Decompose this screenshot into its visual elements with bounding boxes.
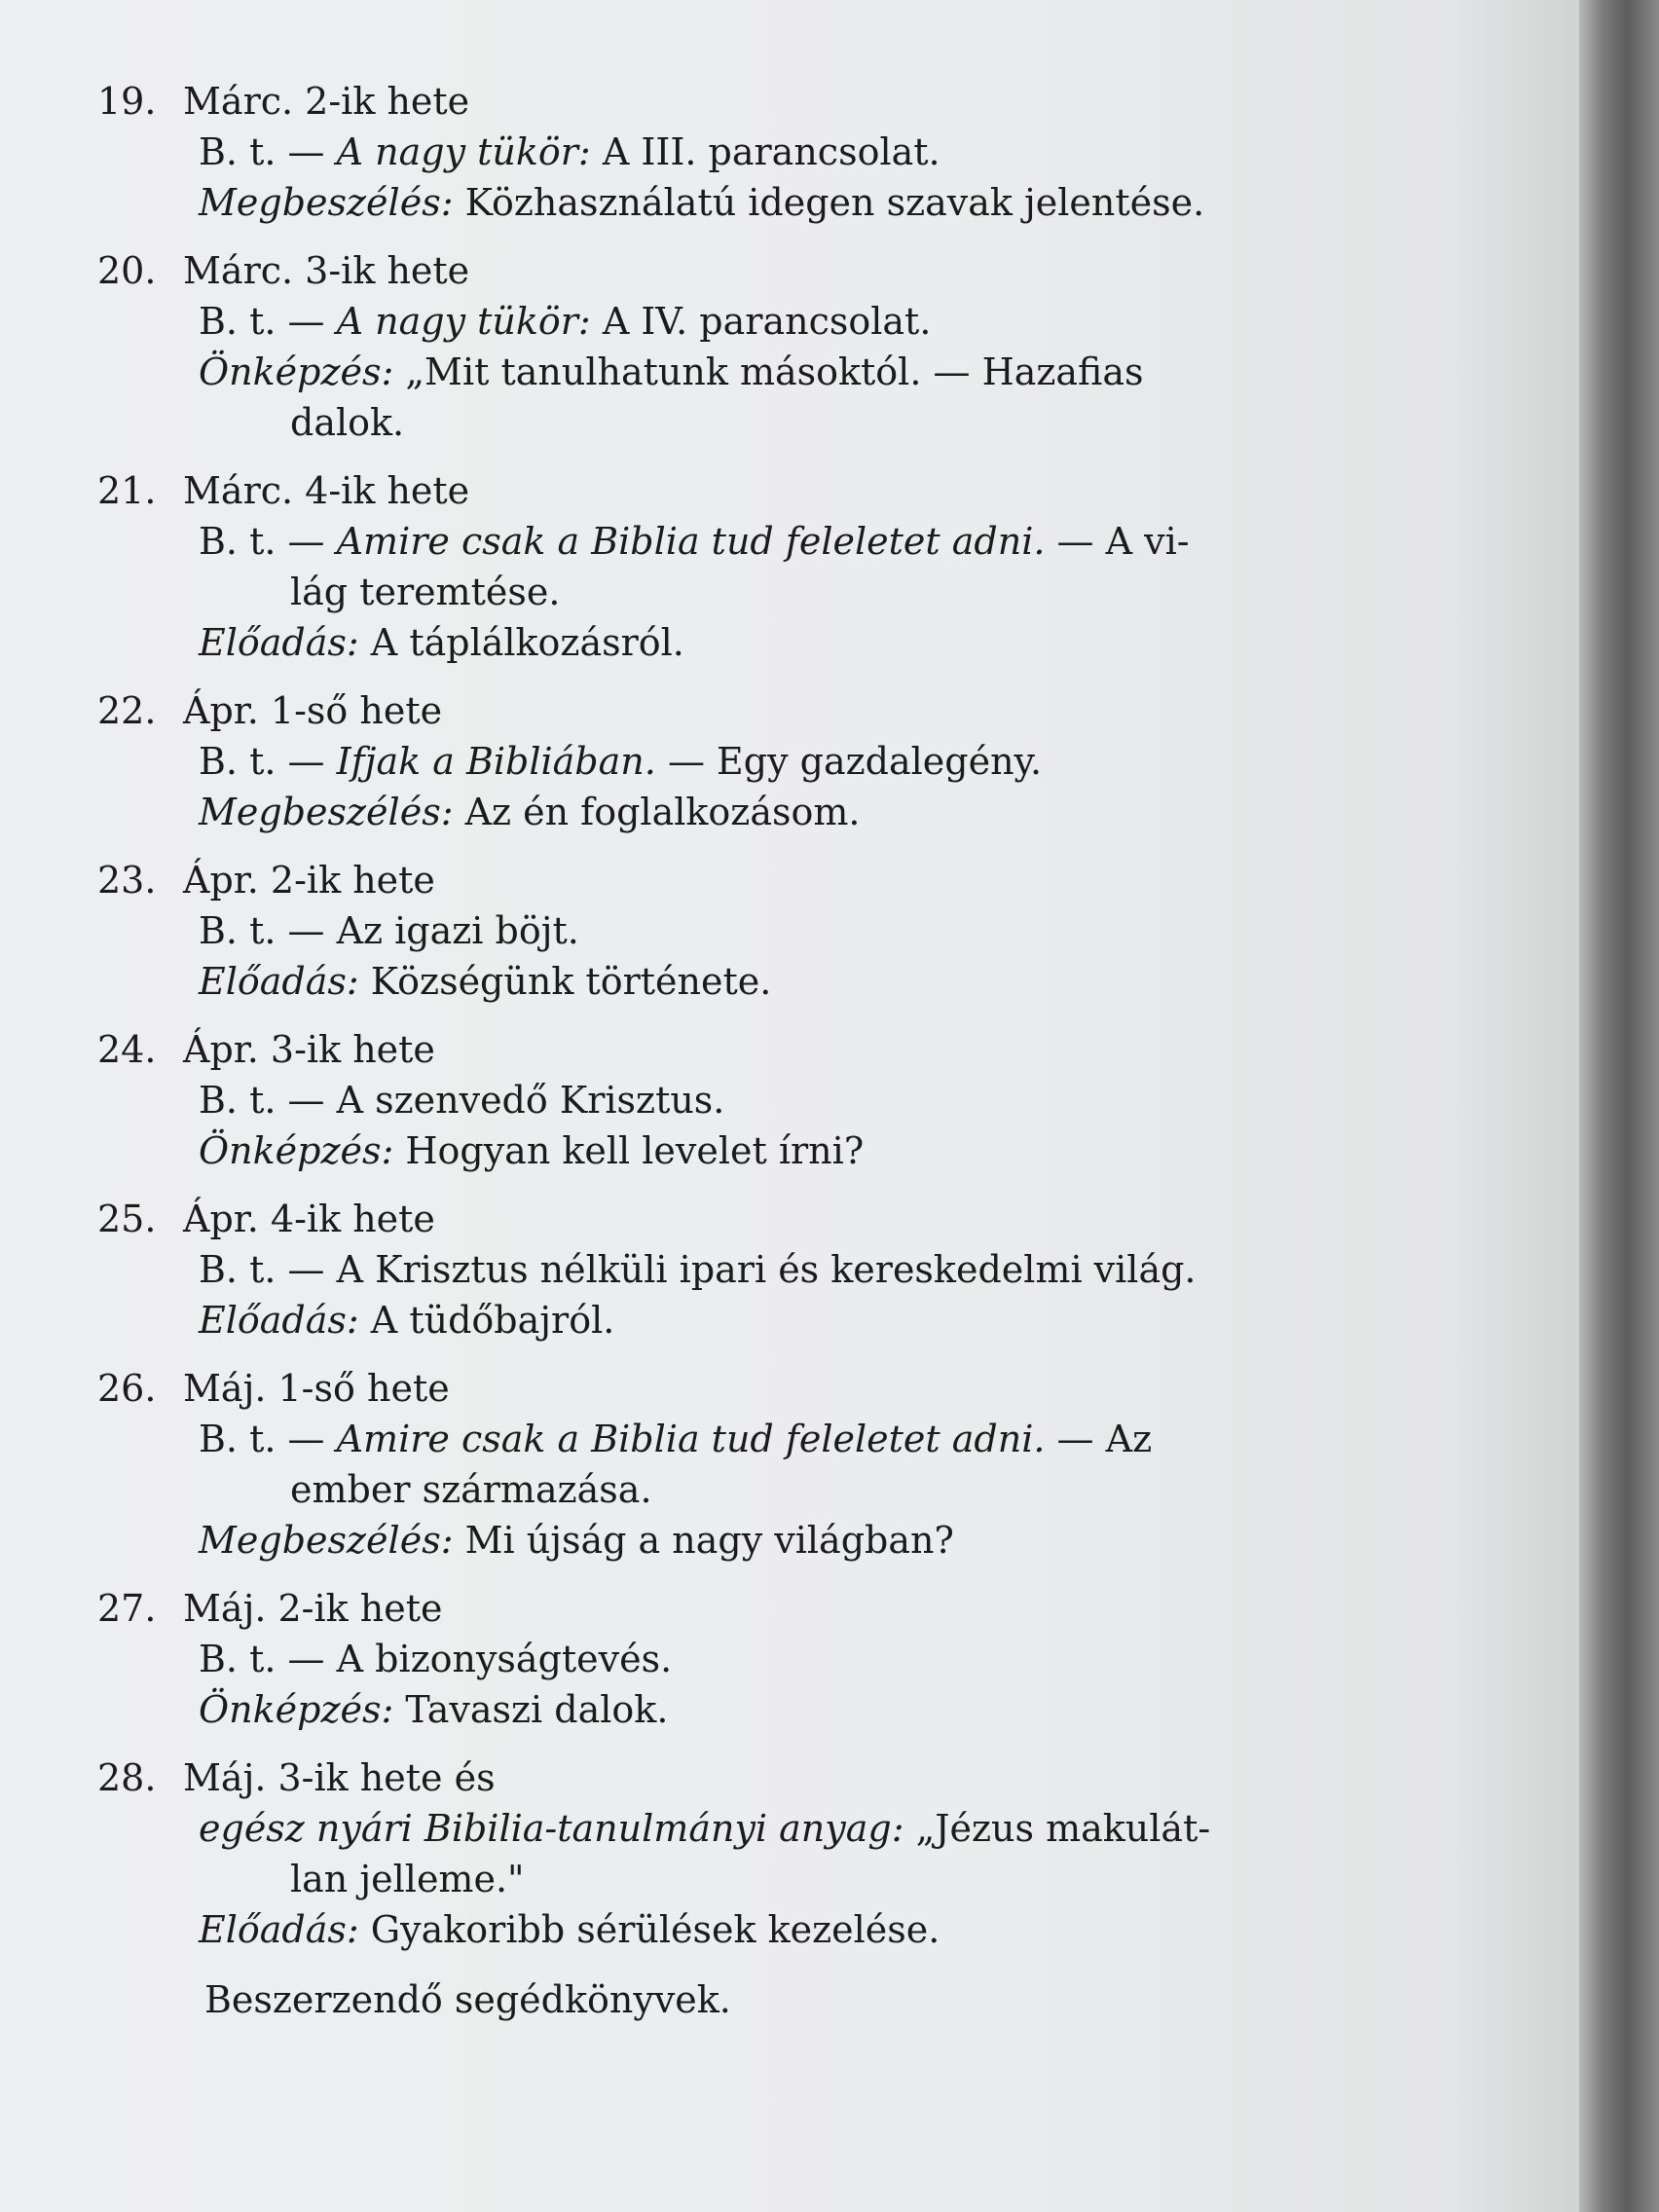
activity-type: Önképzés: [199,1688,394,1731]
bible-study-topic-cont: lág teremtése. [290,571,561,613]
activity-topic: Tavaszi dalok. [393,1688,669,1731]
entry-number: 27. [97,1587,157,1630]
entry-number: 22. [97,689,157,732]
entry-number: 19. [97,80,157,123]
entry-week: Ápr. 1-ső hete [183,689,443,732]
activity-topic: Hogyan kell levelet írni? [393,1129,865,1172]
weekly-program-list [97,76,1344,2025]
book-spine [1579,0,1659,2212]
activity-topic: A táplálkozásról. [358,621,684,664]
summer-study-topic-cont: lan jelleme." [290,1858,525,1900]
bible-study-topic: A IV. parancsolat. [590,300,932,343]
bible-study-topic: B. t. — A szenvedő Krisztus. [199,1079,725,1122]
entry-week: Márc. 2-ik hete [183,80,470,123]
bible-study-topic: — Az [1045,1418,1153,1460]
bible-study-series: Amire csak a Biblia tud feleletet adni. [336,1418,1046,1460]
program-entry-25 [97,1194,1344,1346]
entry-number: 25. [97,1198,157,1240]
program-entry-26 [97,1363,1344,1566]
activity-type: Előadás: [199,621,359,664]
activity-type: Előadás: [199,1299,359,1342]
activity-topic: „Mit tanulhatunk másoktól. — Hazafias [393,350,1144,393]
entry-week: Máj. 1-ső hete [183,1367,450,1410]
program-entry-19 [97,76,1344,228]
bible-study-topic: B. t. — A bizonyságtevés. [199,1638,673,1680]
entry-week: Márc. 4-ik hete [183,469,470,512]
bible-study-topic: B. t. — Az igazi böjt. [199,909,579,952]
bible-study-prefix: B. t. — [199,300,337,343]
activity-type: Előadás: [199,960,359,1003]
entry-week: Márc. 3-ik hete [183,249,470,292]
entry-number: 23. [97,859,157,902]
program-entry-27 [97,1583,1344,1735]
program-entry-24 [97,1024,1344,1176]
entry-week: Ápr. 4-ik hete [183,1198,435,1240]
bible-study-topic: — Egy gazdalegény. [655,740,1043,783]
activity-topic: Községünk története. [358,960,772,1003]
activity-type: Önképzés: [199,350,394,393]
section-footer: Beszerzendő segédkönyvek. [204,1978,731,2021]
bible-study-topic: A III. parancsolat. [590,130,940,173]
entry-week: Ápr. 2-ik hete [183,859,435,902]
activity-topic-cont: dalok. [290,401,405,444]
activity-type: Megbeszélés: [199,1519,454,1562]
entry-number: 21. [97,469,157,512]
entry-week: Máj. 2-ik hete [183,1587,443,1630]
activity-topic: Mi újság a nagy világban? [453,1519,954,1562]
program-entry-20 [97,245,1344,448]
activity-type: Megbeszélés: [199,791,454,833]
entry-number: 20. [97,249,157,292]
bible-study-prefix: B. t. — [199,130,337,173]
bible-study-series: A nagy tükör: [336,130,591,173]
entry-week: Máj. 3-ik hete és [183,1756,496,1799]
program-entry-28 [97,1752,1344,1955]
summer-study-topic: „Jézus makulát- [903,1807,1211,1850]
bible-study-series: A nagy tükör: [336,300,591,343]
activity-type: Megbeszélés: [199,181,454,224]
bible-study-topic-cont: ember származása. [290,1468,652,1511]
entry-number: 26. [97,1367,157,1410]
summer-study-label: egész nyári Bibilia-tanulmányi anyag: [199,1807,904,1850]
activity-type: Előadás: [199,1908,359,1951]
bible-study-topic: B. t. — A Krisztus nélküli ipari és kereskedelmi világ. [199,1248,1197,1291]
program-entry-22 [97,685,1344,837]
activity-topic: Közhasználatú idegen szavak jelentése. [453,181,1205,224]
bible-study-prefix: B. t. — [199,520,337,563]
entry-number: 28. [97,1756,157,1799]
program-entry-23 [97,855,1344,1007]
bible-study-topic: — A vi- [1045,520,1190,563]
bible-study-series: Amire csak a Biblia tud feleletet adni. [336,520,1046,563]
activity-topic: Gyakoribb sérülések kezelése. [358,1908,940,1951]
activity-topic: A tüdőbajról. [358,1299,615,1342]
bible-study-prefix: B. t. — [199,1418,337,1460]
bible-study-prefix: B. t. — [199,740,337,783]
activity-topic: Az én foglalkozásom. [453,791,861,833]
program-entry-21 [97,465,1344,668]
entry-week: Ápr. 3-ik hete [183,1028,435,1071]
bible-study-series: Ifjak a Bibliában. [336,740,656,783]
entry-number: 24. [97,1028,157,1071]
activity-type: Önképzés: [199,1129,394,1172]
